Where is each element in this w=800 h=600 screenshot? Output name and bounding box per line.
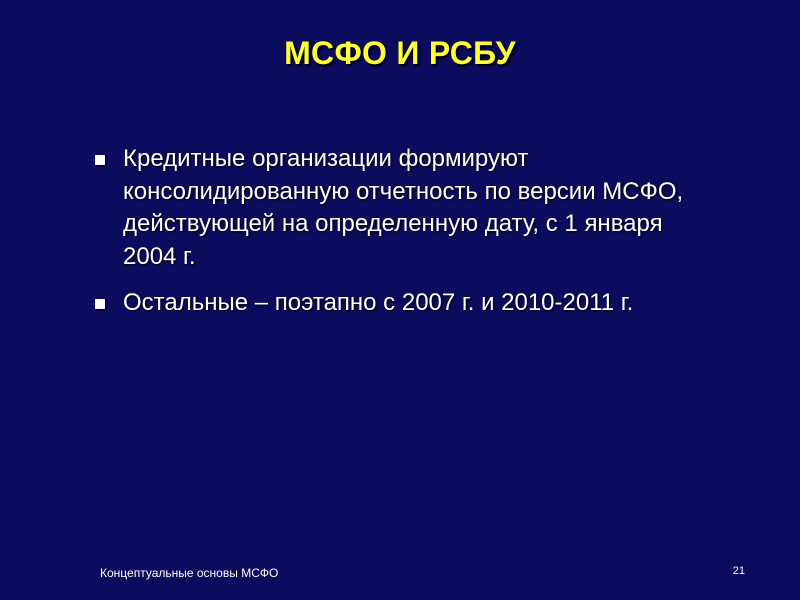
bullet-item <box>94 143 714 273</box>
slide-title: МСФО И РСБУ <box>284 35 516 71</box>
bullet-text: Остальные – поэтапно с 2007 г. и 2010-2011 г. <box>123 289 634 316</box>
bullet-list <box>94 143 714 320</box>
bullet-text: Кредитные организации формируют консолидированную отчетность по версии МСФО, действующей на определенную дату, с 1 января 2004 г. <box>123 145 684 270</box>
bullet-item <box>94 287 714 320</box>
square-bullet-icon <box>95 155 105 165</box>
slide-page-number: 21 <box>732 565 745 577</box>
slide-footer: Концептуальные основы МСФО <box>100 566 279 580</box>
square-bullet-icon <box>95 299 105 309</box>
